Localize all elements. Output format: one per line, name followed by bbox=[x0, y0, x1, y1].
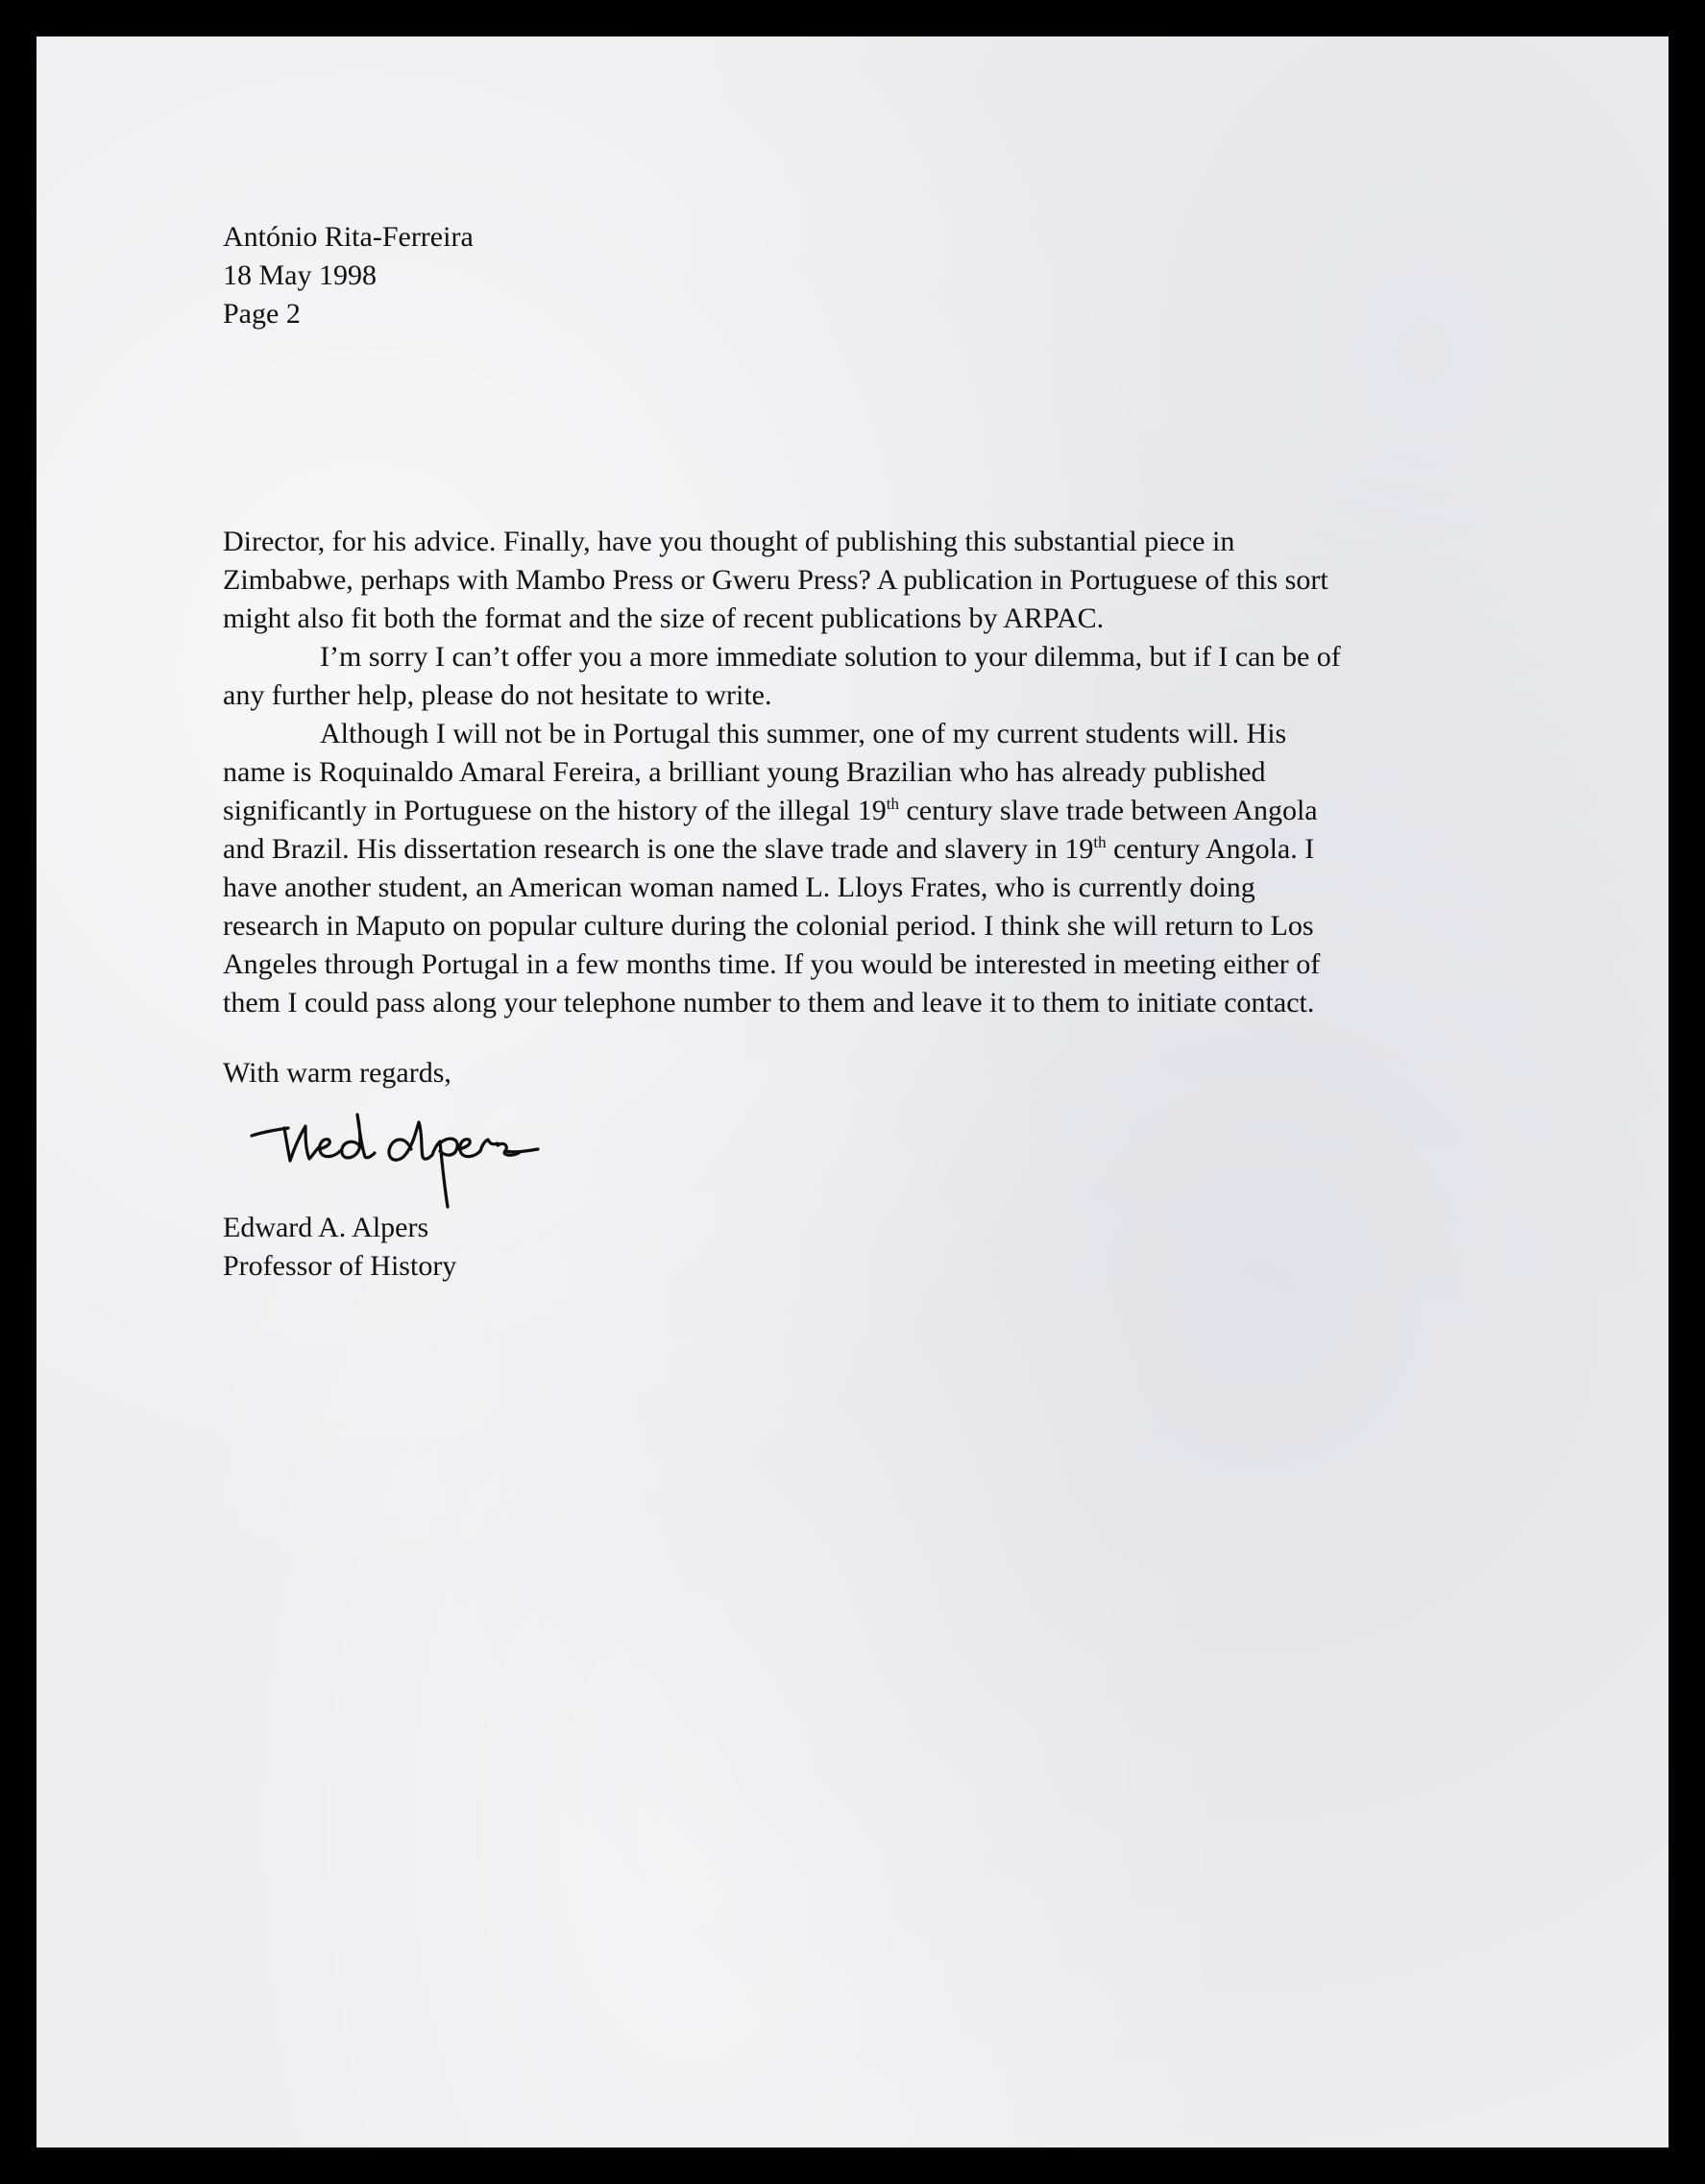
paragraph-2-line: any further help, please do not hesitate to write. bbox=[223, 679, 772, 711]
signature-block bbox=[223, 1209, 456, 1286]
paragraph-3-line: Angeles through Portugal in a few months time. If you would be interested in meeting either of bbox=[223, 948, 1321, 980]
paragraph-2 bbox=[223, 638, 1341, 715]
paragraph-3 bbox=[223, 715, 1341, 1022]
paragraph-3-line bbox=[223, 792, 1341, 830]
paragraph-3-line: research in Maputo on popular culture during the colonial period. I think she will return to Los bbox=[223, 910, 1314, 942]
paragraph-2-line: I’m sorry I can’t offer you a more immediate solution to your dilemma, but if I can be of bbox=[320, 641, 1341, 673]
signer-name: Edward A. Alpers bbox=[223, 1212, 429, 1243]
paragraph-3-line: Although I will not be in Portugal this summer, one of my current students will. His bbox=[320, 718, 1287, 749]
letter-header bbox=[223, 218, 474, 333]
closing-salutation: With warm regards, bbox=[223, 1057, 451, 1089]
line-text: century Angola. I bbox=[1106, 833, 1315, 865]
page-number: Page 2 bbox=[223, 298, 301, 330]
line-text: significantly in Portuguese on the history of the illegal 19 bbox=[223, 795, 887, 826]
paragraph-3-line: them I could pass along your telephone number to them and leave it to them to initiate contact. bbox=[223, 987, 1315, 1018]
paragraph-1-line: Zimbabwe, perhaps with Mambo Press or Gweru Press? A publication in Portuguese of this sort bbox=[223, 564, 1328, 596]
letter-date: 18 May 1998 bbox=[223, 259, 377, 291]
paragraph-3-line: have another student, an American woman named L. Lloys Frates, who is currently doing bbox=[223, 871, 1255, 903]
paragraph-3-line bbox=[223, 830, 1341, 869]
signer-title: Professor of History bbox=[223, 1250, 457, 1282]
paragraph-1-line: might also fit both the format and the size of recent publications by ARPAC. bbox=[223, 602, 1105, 634]
ordinal-suffix: th bbox=[1093, 833, 1107, 851]
line-text: and Brazil. His dissertation research is one the slave trade and slavery in 19 bbox=[223, 833, 1094, 865]
recipient-name: António Rita-Ferreira bbox=[223, 221, 474, 253]
paragraph-1 bbox=[223, 523, 1341, 638]
ordinal-suffix: th bbox=[886, 795, 899, 813]
paragraph-1-line: Director, for his advice. Finally, have you thought of publishing this substantial piece in bbox=[223, 526, 1235, 557]
paragraph-3-line: name is Roquinaldo Amaral Fereira, a brilliant young Brazilian who has already published bbox=[223, 756, 1266, 788]
line-text: century slave trade between Angola bbox=[898, 795, 1318, 826]
letter-body bbox=[223, 523, 1341, 1022]
handwritten-signature bbox=[246, 1107, 553, 1213]
